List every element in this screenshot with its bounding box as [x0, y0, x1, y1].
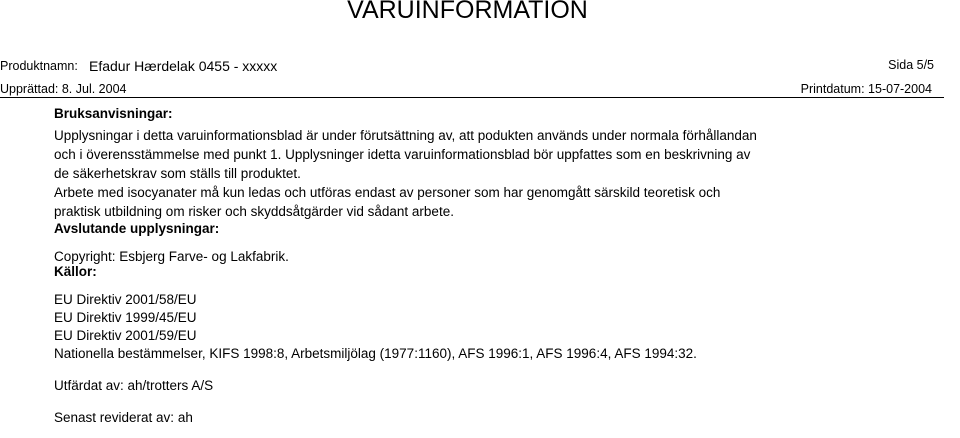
- usage-line: Upplysningar i detta varuinformationsblad är under förutsättning av, att podukten används under normala förhållandan: [54, 128, 757, 143]
- page-number: Sida 5/5: [888, 58, 934, 72]
- product-label: Produktnamn:: [0, 59, 78, 73]
- prepared-date: Upprättad: 8. Jul. 2004: [0, 82, 127, 96]
- source-item: EU Direktiv 2001/59/EU: [54, 328, 197, 343]
- sources-list: [54, 291, 697, 363]
- issued-by: Utfärdat av: ah/trotters A/S: [54, 378, 214, 393]
- source-item: Nationella bestämmelser, KIFS 1998:8, Arbetsmiljölag (1977:1160), AFS 1996:1, AFS 1996:4, AFS 1994:32.: [54, 346, 697, 361]
- usage-line: de säkerhetskrav som ställs till produktet.: [54, 166, 301, 181]
- revised-by: Senast reviderat av: ah: [54, 410, 193, 425]
- sources-heading: Källor:: [54, 264, 97, 279]
- source-item: EU Direktiv 2001/58/EU: [54, 292, 197, 307]
- copyright-text: Copyright: Esbjerg Farve- og Lakfabrik.: [54, 249, 289, 264]
- print-date: Printdatum: 15-07-2004: [800, 82, 932, 96]
- usage-line: praktisk utbildning om risker och skyddsåtgärder vid sådant arbete.: [54, 204, 454, 219]
- usage-text: [54, 126, 757, 221]
- document-title: VARUINFORMATION: [347, 0, 588, 24]
- usage-line: och i överensstämmelse med punkt 1. Upplysninger idetta varuinformationsblad bör uppfattes som en beskrivning av: [54, 147, 751, 162]
- product-name: Efadur Hærdelak 0455 - xxxxx: [89, 58, 278, 74]
- usage-heading: Bruksanvisningar:: [54, 106, 173, 121]
- closing-heading: Avslutande upplysningar:: [54, 221, 220, 236]
- usage-line: Arbete med isocyanater må kun ledas och utföras endast av personer som har genomgått särskild teoretisk och: [54, 185, 721, 200]
- source-item: EU Direktiv 1999/45/EU: [54, 310, 197, 325]
- header-divider: [0, 97, 944, 98]
